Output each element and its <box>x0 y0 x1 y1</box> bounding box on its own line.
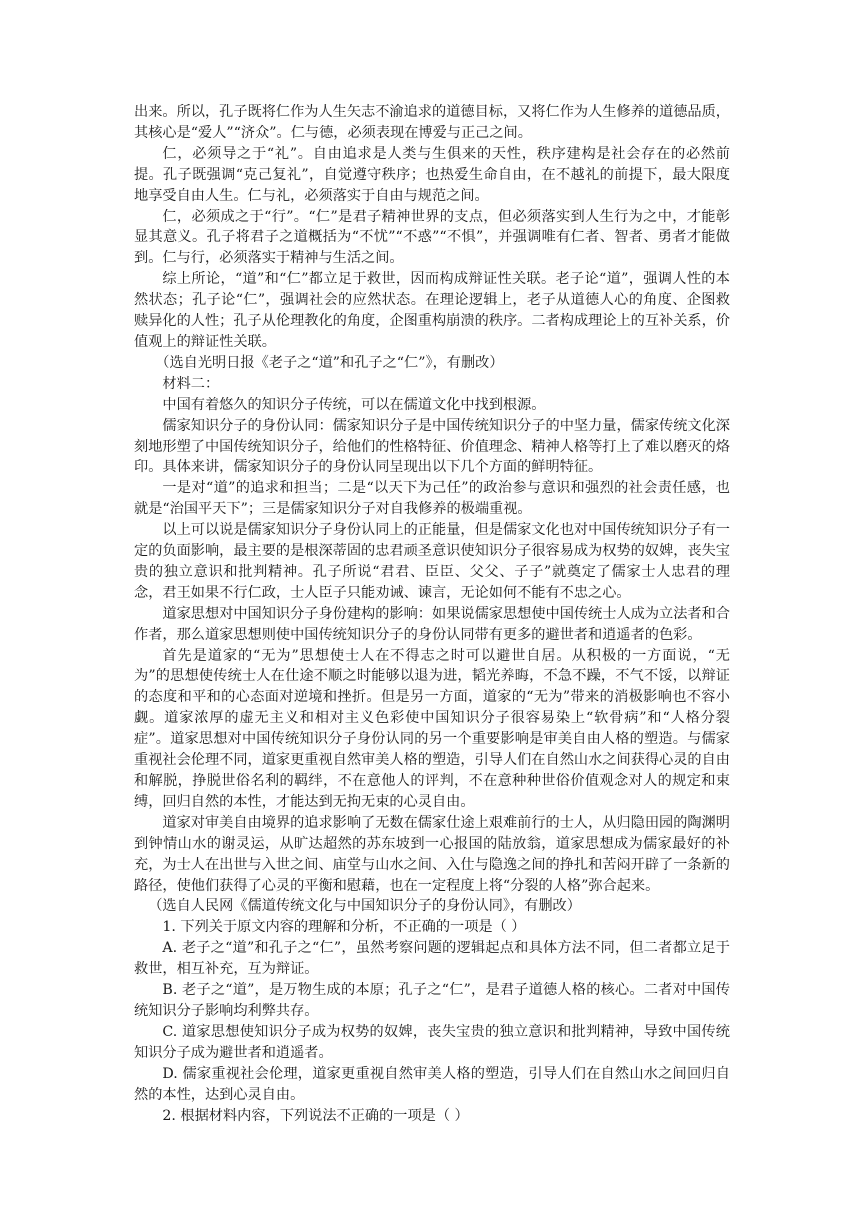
source-citation-2: （选自人民网《儒道传统文化与中国知识分子的身份认同》，有删改） <box>148 898 581 915</box>
paragraph-taoist-influence: 道家思想对中国知识分子身份建构的影响：如果说儒家思想使中国传统士人成为立法者和合作者，那么道家思想则使中国传统知识分子的身份认同带有更多的避世者和逍遥者的色彩。 <box>134 605 730 643</box>
paragraph-continuation: 出来。所以，孔子既将仁作为人生矢志不渝追求的道德目标，又将仁作为人生修养的道德品质，其核心是“爱人”“济众”。仁与德，必须表现在博爱与正己之间。 <box>134 104 730 141</box>
question-1: 1. 下列关于原文内容的理解和分析，不正确的一项是（ ） <box>162 919 526 936</box>
paragraph-negative-influence: 以上可以说是儒家知识分子身份认同上的正能量，但是儒家文化也对中国传统知识分子有一定的负面影响，最主要的是根深蒂固的忠君顽圣意识使知识分子很容易成为权势的奴婢，丧失宝贵的独立意识和批判精神。孔子所说“君君、臣臣、父父、子子”就奠定了儒家士人忠君的理念，君王如果不行仁政，士人臣子只能劝诫、谏言，无论如何不能有不忠之心。 <box>134 522 730 601</box>
question-1-option-b: B. 老子之“道”，是万物生成的本原；孔子之“仁”，是君子道德人格的核心。二者对中国传统知识分子影响均利弊共存。 <box>134 982 730 1019</box>
paragraph-summary: 综上所论，“道”和“仁”都立足于救世，因而构成辩证性关联。老子论“道”，强调人性的本然状态；孔子论“仁”，强调社会的应然状态。在理论逻辑上，老子从道德人心的角度、企图救赎异化的人性；孔子从伦理教化的角度，企图重构崩溃的秩序。二者构成理论上的互补关系，价值观上的辩证性关联。 <box>134 271 730 350</box>
document-page <box>134 102 730 1126</box>
paragraph-three-features: 一是对“道”的追求和担当；二是“以天下为己任”的政治参与意识和强烈的社会责任感，也就是“治国平天下”；三是儒家知识分子对自我修养的极端重视。 <box>134 480 730 518</box>
paragraph-ren-li: 仁，必须导之于“礼”。自由追求是人类与生俱来的天性，秩序建构是社会存在的必然前提。孔子既强调“克己复礼”，自觉遵守秩序；也热爱生命自由，在不越礼的前提下，最大限度地享受自由人生。仁与礼，必须落实于自由与规范之间。 <box>134 145 730 204</box>
material-two-heading: 材料二： <box>162 375 220 392</box>
source-citation-1: （选自光明日报《老子之“道”和孔子之“仁”》，有删改） <box>155 354 504 371</box>
question-1-option-d: D. 儒家重视社会伦理，道家更重视自然审美人格的塑造，引导人们在自然山水之间回归自然的本性，达到心灵自由。 <box>134 1065 730 1103</box>
question-1-option-a: A. 老子之“道”和孔子之“仁”，虽然考察问题的逻辑起点和具体方法不同，但二者都立足于救世，相互补充，互为辩证。 <box>134 940 730 978</box>
paragraph-intro: 中国有着悠久的知识分子传统，可以在儒道文化中找到根源。 <box>162 396 546 413</box>
paragraph-wuwei: 首先是道家的“无为”思想使士人在不得志之时可以避世自居。从积极的一方面说，“无为”的思想使传统士人在仕途不顺之时能够以退为进，韬光养晦，不急不躁，不气不馁，以辩证的态度和平和的心态面对逆境和挫折。但是另一方面，道家的“无为”带来的消极影响也不容小觑。道家浓厚的虚无主义和相对主义色彩使中国知识分子很容易染上“软骨病”和“人格分裂症”。道家思想对中国传统知识分子身份认同的另一个重要影响是审美自由人格的塑造。与儒家重视社会伦理不同，道家更重视自然审美人格的塑造，引导人们在自然山水之间获得心灵的自由和解脱，挣脱世俗名利的羁绊，不在意他人的评判，不在意种种世俗价值观念对人的规定和束缚，回归自然的本性，才能达到无拘无束的心灵自由。 <box>134 647 730 810</box>
paragraph-ren-xing: 仁，必须成之于“行”。“仁”是君子精神世界的支点，但必须落实到人生行为之中，才能彰显其意义。孔子将君子之道概括为“不忧”“不惑”“不惧”，并强调唯有仁者、智者、勇者才能做到。仁与行，必须落实于精神与生活之间。 <box>134 208 730 267</box>
question-2: 2. 根据材料内容，下列说法不正确的一项是（ ） <box>162 1107 469 1124</box>
question-1-option-c: C. 道家思想使知识分子成为权势的奴婢，丧失宝贵的独立意识和批判精神，导致中国传统知识分子成为避世者和逍遥者。 <box>134 1023 730 1061</box>
paragraph-aesthetic-freedom: 道家对审美自由境界的追求影响了无数在儒家仕途上艰难前行的士人，从归隐田园的陶渊明到钟情山水的谢灵运，从旷达超然的苏东坡到一心报国的陆放翁，道家思想成为儒家最好的补充，为士人在出世与入世之间、庙堂与山水之间、入仕与隐逸之间的挣扎和苦闷开辟了一条新的路径，使他们获得了心灵的平衡和慰藉，也在一定程度上将“分裂的人格”弥合起来。 <box>134 814 730 894</box>
paragraph-confucian-identity: 儒家知识分子的身份认同：儒家知识分子是中国传统知识分子的中坚力量，儒家传统文化深刻地形塑了中国传统知识分子，给他们的性格特征、价值理念、精神人格等打上了难以磨灭的烙印。具体来讲，儒家知识分子的身份认同呈现出以下几个方面的鲜明特征。 <box>134 417 730 476</box>
